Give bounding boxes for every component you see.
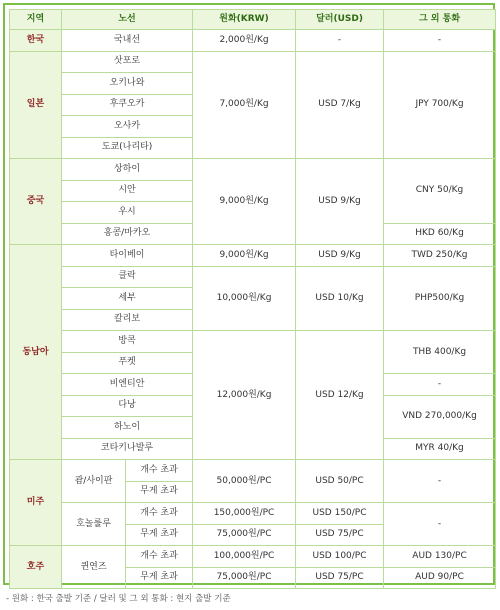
- route-cell: 방콕: [62, 331, 193, 353]
- route-cell: 오키나와: [62, 73, 193, 95]
- route-cell: 푸켓: [62, 352, 193, 374]
- condition-cell: 개수 초과: [126, 546, 193, 568]
- other-cell: VND 270,000/Kg: [384, 395, 496, 438]
- other-cell: TWD 250/Kg: [384, 245, 496, 267]
- other-cell: PHP500/Kg: [384, 266, 496, 331]
- krw-cell: 150,000원/PC: [193, 503, 296, 525]
- route-cell: 하노이: [62, 417, 193, 439]
- table-row: [10, 245, 496, 267]
- condition-cell: 무게 초과: [126, 567, 193, 589]
- table-row: [10, 331, 496, 353]
- other-cell: -: [384, 503, 496, 546]
- region-americas: 미주: [10, 460, 62, 546]
- route-cell: 타이베이: [62, 245, 193, 267]
- route-cell: 퀸연즈: [62, 546, 126, 589]
- krw-cell: 75,000원/PC: [193, 567, 296, 589]
- krw-cell: 75,000원/PC: [193, 524, 296, 546]
- other-cell: CNY 50/Kg: [384, 159, 496, 224]
- header-other: 그 외 통화: [384, 10, 496, 30]
- region-southeast-asia: 동남아: [10, 245, 62, 460]
- other-cell: HKD 60/Kg: [384, 223, 496, 245]
- route-cell: 비엔티안: [62, 374, 193, 396]
- other-cell: AUD 130/PC: [384, 546, 496, 568]
- usd-cell: USD 12/Kg: [296, 331, 384, 460]
- condition-cell: 무게 초과: [126, 481, 193, 503]
- table-row: [10, 51, 496, 73]
- usd-cell: USD 75/PC: [296, 524, 384, 546]
- route-cell: 삿포로: [62, 51, 193, 73]
- table-row: [10, 266, 496, 288]
- route-cell: 후쿠오카: [62, 94, 193, 116]
- region-china: 중국: [10, 159, 62, 245]
- usd-cell: -: [296, 30, 384, 52]
- usd-cell: USD 9/Kg: [296, 245, 384, 267]
- krw-cell: 12,000원/Kg: [193, 331, 296, 460]
- route-cell: 칼리보: [62, 309, 193, 331]
- condition-cell: 개수 초과: [126, 503, 193, 525]
- krw-cell: 9,000원/Kg: [193, 159, 296, 245]
- route-cell: 코타키나발루: [62, 438, 193, 460]
- table-row: [10, 460, 496, 482]
- route-cell: 우시: [62, 202, 193, 224]
- route-cell: 클락: [62, 266, 193, 288]
- table-row: [10, 546, 496, 568]
- usd-cell: USD 150/PC: [296, 503, 384, 525]
- usd-cell: USD 7/Kg: [296, 51, 384, 159]
- table-row: [10, 30, 496, 52]
- route-cell: 시안: [62, 180, 193, 202]
- route-cell: 세부: [62, 288, 193, 310]
- usd-cell: USD 10/Kg: [296, 266, 384, 331]
- region-korea: 한국: [10, 30, 62, 52]
- krw-cell: 9,000원/Kg: [193, 245, 296, 267]
- header-region: 지역: [10, 10, 62, 30]
- condition-cell: 개수 초과: [126, 460, 193, 482]
- route-cell: 호놀룰루: [62, 503, 126, 546]
- region-oceania: 호주: [10, 546, 62, 589]
- other-cell: -: [384, 374, 496, 396]
- fee-table-frame: [3, 3, 495, 585]
- krw-cell: 50,000원/PC: [193, 460, 296, 503]
- other-cell: MYR 40/Kg: [384, 438, 496, 460]
- route-cell: 국내선: [62, 30, 193, 52]
- header-usd: 달러(USD): [296, 10, 384, 30]
- usd-cell: USD 9/Kg: [296, 159, 384, 245]
- route-cell: 다낭: [62, 395, 193, 417]
- table-row: [10, 159, 496, 181]
- usd-cell: USD 50/PC: [296, 460, 384, 503]
- footnote: - 원화 : 한국 출발 기준 / 달러 및 그 외 통화 : 현지 출발 기준: [6, 594, 231, 604]
- other-cell: -: [384, 30, 496, 52]
- other-cell: THB 400/Kg: [384, 331, 496, 374]
- condition-cell: 무게 초과: [126, 524, 193, 546]
- krw-cell: 100,000원/PC: [193, 546, 296, 568]
- other-cell: JPY 700/Kg: [384, 51, 496, 159]
- krw-cell: 2,000원/Kg: [193, 30, 296, 52]
- table-row: [10, 503, 496, 525]
- baggage-fee-table: [9, 9, 496, 589]
- route-cell: 도쿄(나리타): [62, 137, 193, 159]
- other-cell: -: [384, 460, 496, 503]
- usd-cell: USD 100/PC: [296, 546, 384, 568]
- other-cell: AUD 90/PC: [384, 567, 496, 589]
- header-row: [10, 10, 496, 30]
- route-cell: 홍콩/마카오: [62, 223, 193, 245]
- krw-cell: 7,000원/Kg: [193, 51, 296, 159]
- header-krw: 원화(KRW): [193, 10, 296, 30]
- route-cell: 오사카: [62, 116, 193, 138]
- region-japan: 일본: [10, 51, 62, 159]
- route-cell: 상하이: [62, 159, 193, 181]
- header-route: 노선: [62, 10, 193, 30]
- krw-cell: 10,000원/Kg: [193, 266, 296, 331]
- usd-cell: USD 75/PC: [296, 567, 384, 589]
- route-cell: 괌/사이판: [62, 460, 126, 503]
